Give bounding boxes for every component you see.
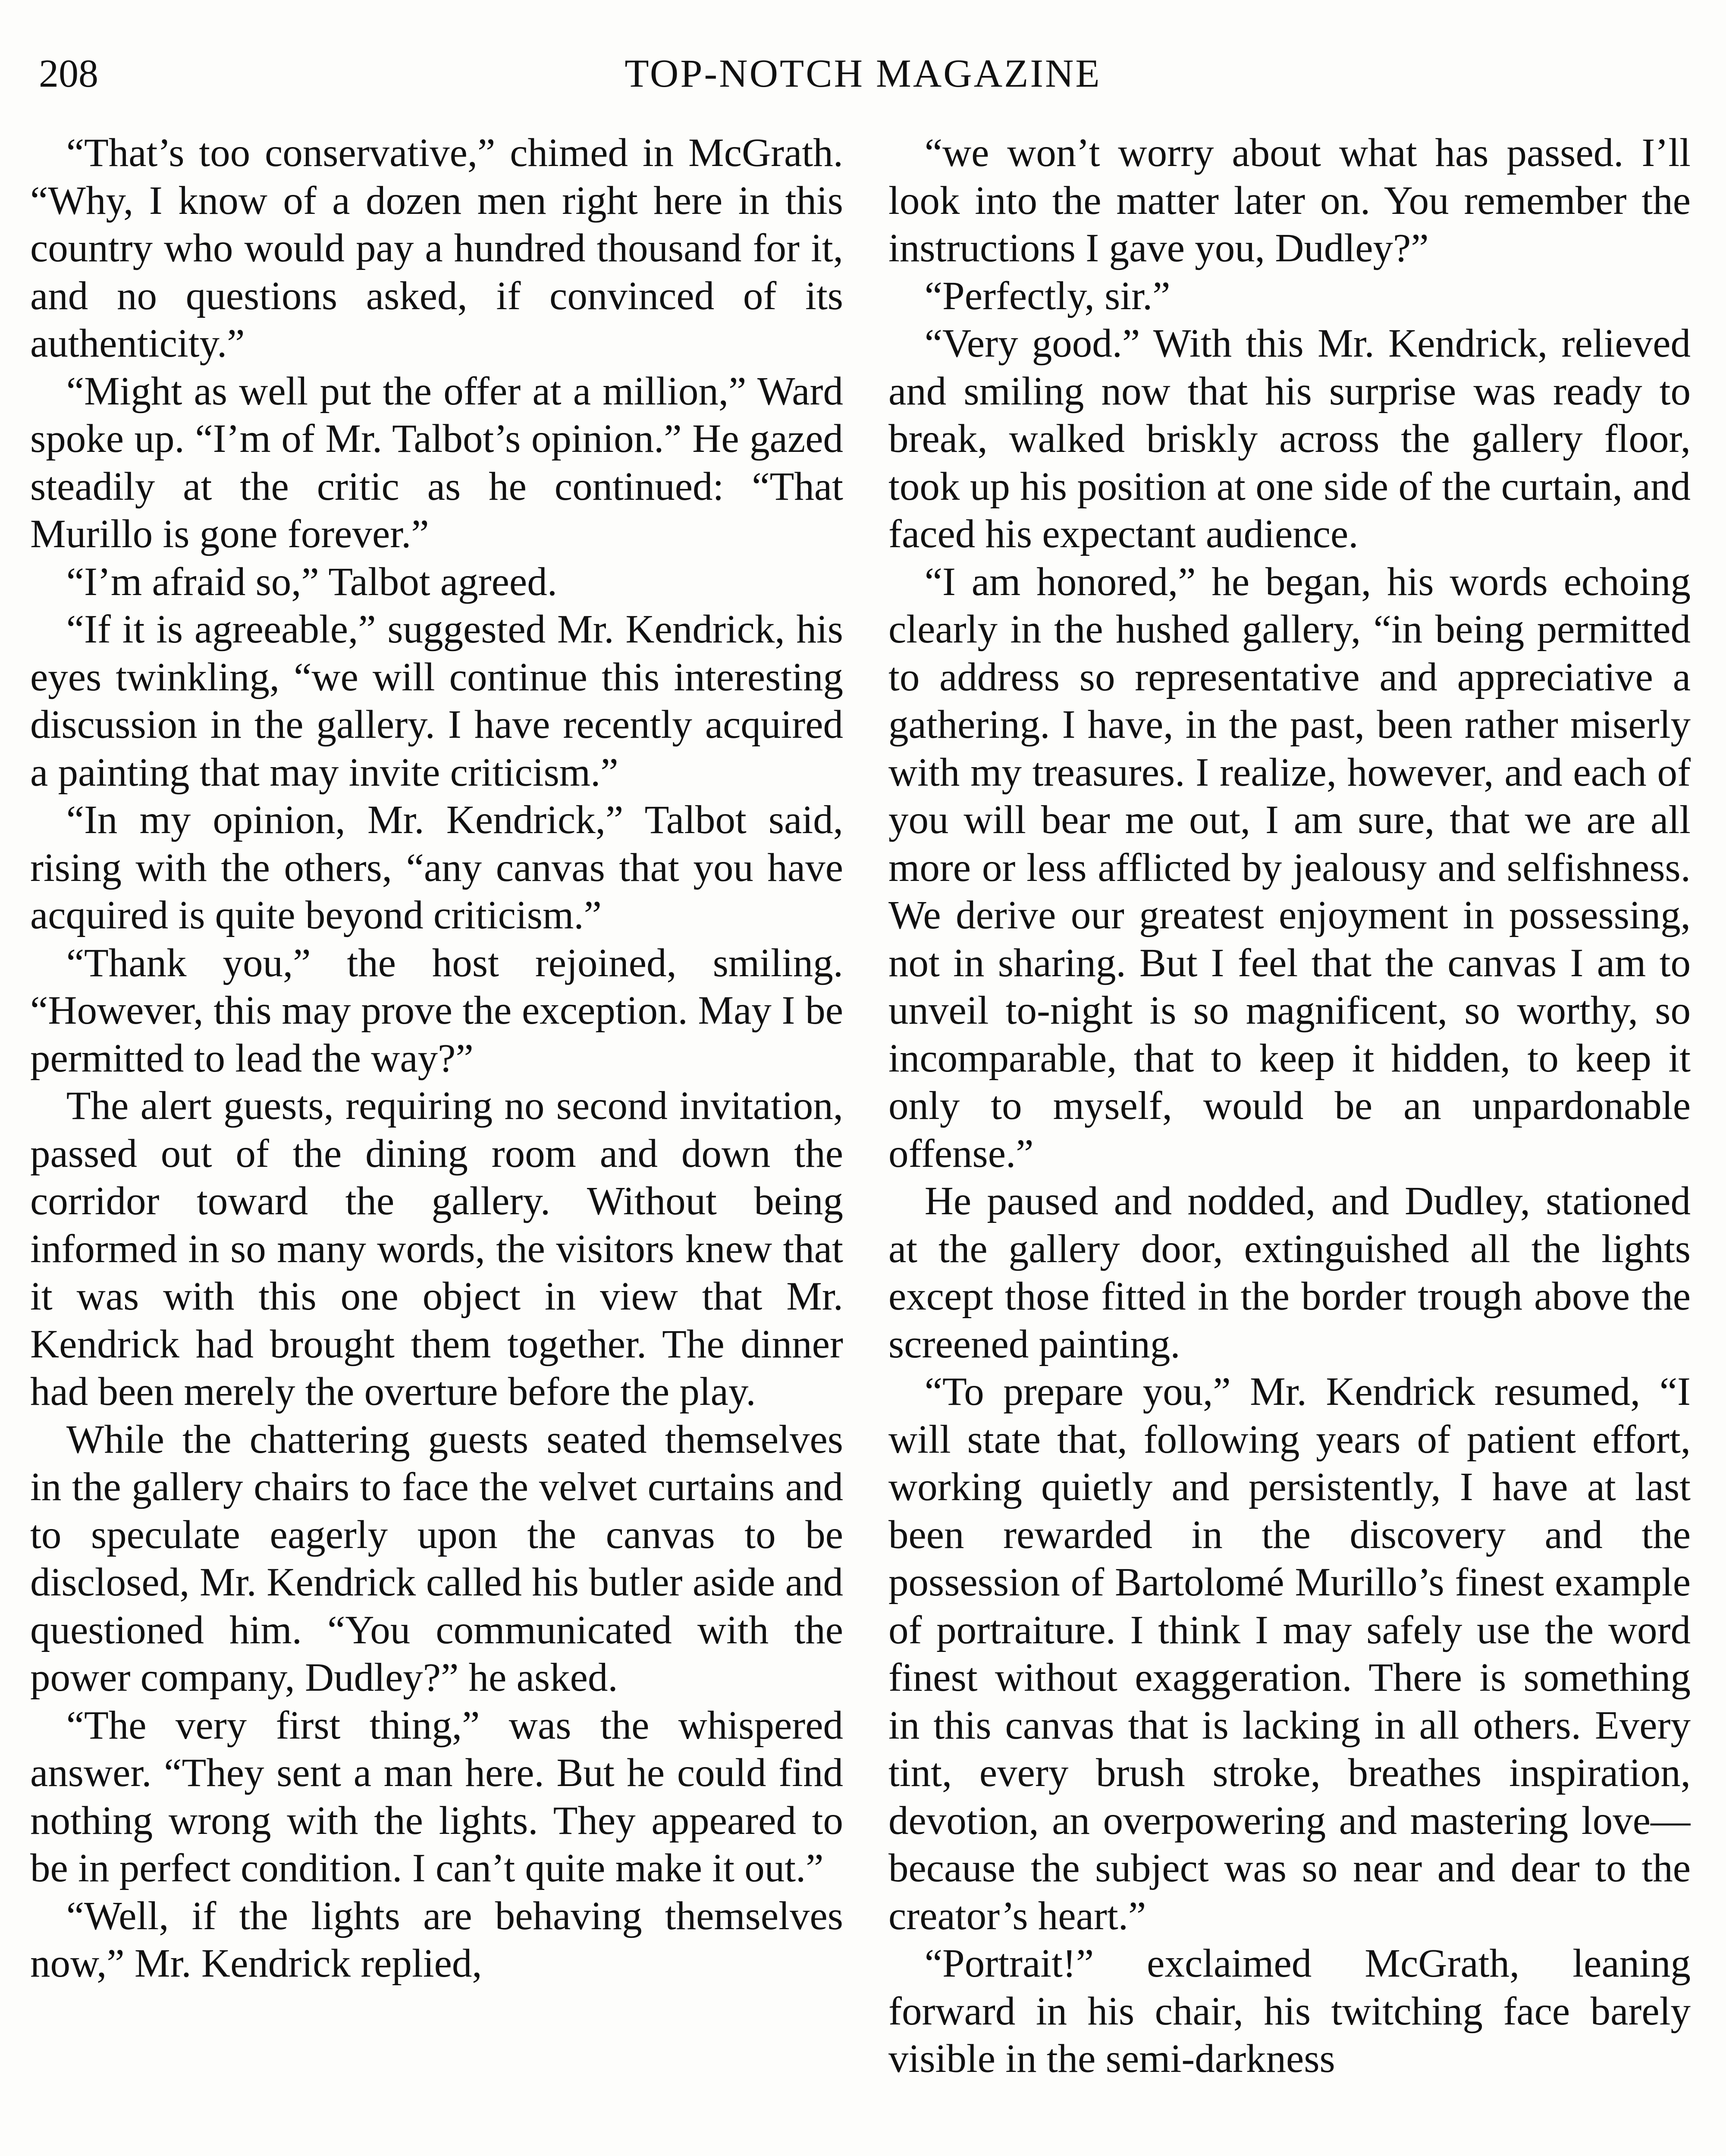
paragraph: “Perfectly, sir.” [924,273,1171,318]
right-column [888,129,1691,2156]
paragraph: “I am honored,” he began, his words echoing clearly in the hushed gallery, “in being permitted to address so representative and appreciative a gathering. I have, in the past, been rather miserly with my treasures. I realize, however, and each of you will bear me out, I am sure, that we are all more or less afflicted by jealousy and selfishness. We derive our greatest enjoyment in possessing, not in sharing. But I feel that the canvas I am to unveil to-night is so magnificent, so worthy, so incomparable, that to keep it hidden, to keep it only to myself, would be an unpardonable offense.” [888,559,1691,1176]
paragraph: “Portrait!” exclaimed McGrath, leaning forward in his chair, his twitching face barely visible in the semi-darkness [888,1941,1691,2081]
paragraph: “To prepare you,” Mr. Kendrick resumed, “I will state that, following years of patient effort, working quietly and persistently, I have at last been rewarded in the discovery and the possession of Bartolomé Murillo’s finest example of portraiture. I think I may safely use the word finest without exaggeration. There is something in this canvas that is lacking in all others. Every tint, every brush stroke, breathes inspiration, devotion, an overpowering and mastering love—because the subject was so near and dear to the creator’s heart.” [888,1369,1691,1938]
paragraph: “That’s too conservative,” chimed in McGrath. “Why, I know of a dozen men right here in this country who would pay a hundred thousand for it, and no questions asked, if convinced of its authenticity.” [30,131,843,366]
paragraph: He paused and nodded, and Dudley, stationed at the gallery door, extinguished all the lights except those fitted in the border trough above the screened painting. [888,1179,1691,1366]
page-number: 208 [39,51,98,95]
paragraph: “we won’t worry about what has passed. I’ll look into the matter later on. You remember the instructions I gave you, Dudley?” [888,131,1691,270]
paragraph: The alert guests, requiring no second invitation, passed out of the dining room and down the corridor toward the gallery. Without being informed in so many words, the visitors knew that it was with this one object in view that Mr. Kendrick had brought them together. The dinner had been merely the overture before the play. [30,1084,843,1414]
paragraph: “In my opinion, Mr. Kendrick,” Talbot said, rising with the others, “any canvas that you have acquired is quite beyond criticism.” [30,798,843,937]
left-column [30,129,843,2156]
paragraph: “I’m afraid so,” Talbot agreed. [66,559,557,604]
paragraph: “If it is agreeable,” suggested Mr. Kendrick, his eyes twinkling, “we will continue this interesting discussion in the gallery. I have recently acquired a painting that may invite criticism.” [30,607,843,795]
paragraph: “Might as well put the offer at a million,” Ward spoke up. “I’m of Mr. Talbot’s opinion.” He gazed steadily at the critic as he continued: “That Murillo is gone forever.” [30,369,843,556]
paragraph: “Well, if the lights are behaving themselves now,” Mr. Kendrick replied, [30,1893,843,1986]
page-header [30,41,1696,106]
paragraph: “The very first thing,” was the whispered answer. “They sent a man here. But he could find nothing wrong with the lights. They appeared to be in perfect condition. I can’t quite make it out.” [30,1703,843,1890]
paragraph: “Thank you,” the host rejoined, smiling. “However, this may prove the exception. May I be permitted to lead the way?” [30,940,843,1081]
paragraph: While the chattering guests seated themselves in the gallery chairs to face the velvet curtains and to speculate eagerly upon the canvas to be disclosed, Mr. Kendrick called his butler aside and questioned him. “You communicated with the power company, Dudley?” he asked. [30,1417,843,1700]
paragraph: “Very good.” With this Mr. Kendrick, relieved and smiling now that his surprise was ready to break, walked briskly across the gallery floor, took up his position at one side of the curtain, and faced his expectant audience. [888,321,1691,556]
running-title: TOP-NOTCH MAGAZINE [624,51,1102,95]
